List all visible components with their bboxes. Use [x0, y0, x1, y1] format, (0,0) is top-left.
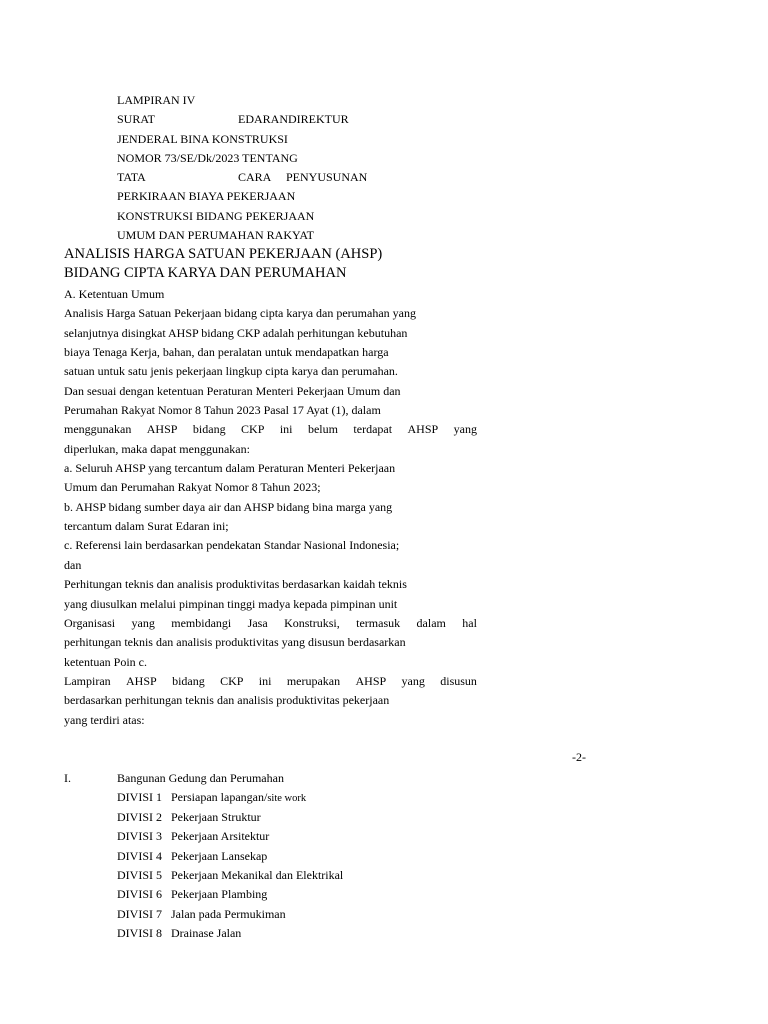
division-code: DIVISI 8: [117, 926, 162, 941]
division-name: Pekerjaan Lansekap: [171, 848, 268, 863]
paragraph-line: Perumahan Rakyat Nomor 8 Tahun 2023 Pasal 17 Ayat (1), dalam: [64, 403, 381, 418]
word: disusun: [440, 673, 477, 688]
word: belum: [307, 422, 338, 437]
header-word: EDARANDIREKTUR: [238, 112, 349, 127]
division-name: Pekerjaan Arsitektur: [171, 829, 270, 844]
list-item-c-line: dan: [64, 557, 82, 572]
header-word: PEKERJAAN: [226, 189, 296, 204]
division-name-text: Persiapan lapangan/: [171, 790, 268, 805]
word: AHSP: [146, 422, 178, 437]
header-line: LAMPIRAN IV: [117, 93, 196, 107]
header-line: [117, 168, 368, 187]
division-name: Drainase Jalan: [171, 926, 242, 941]
header-line: [117, 187, 325, 206]
list-item-b-line: b. AHSP bidang sumber daya air dan AHSP bidang bina marga yang: [64, 499, 393, 514]
header-word: BIAYA: [188, 189, 224, 204]
list-item-a-line: a. Seluruh AHSP yang tercantum dalam Peraturan Menteri Pekerjaan: [64, 461, 396, 476]
word: merupakan: [286, 673, 341, 688]
word: bidang: [192, 422, 226, 437]
list-item-a-line: Umum dan Perumahan Rakyat Nomor 8 Tahun 2023;: [64, 480, 321, 495]
paragraph-line-justified: [64, 614, 477, 633]
word: Konstruksi,: [284, 615, 340, 630]
paragraph-line: Dan sesuai dengan ketentuan Peraturan Menteri Pekerjaan Umum dan: [64, 383, 401, 398]
header-word: BINA: [180, 131, 209, 146]
header-line: [117, 130, 322, 149]
division-name: Pekerjaan Mekanikal dan Elektrikal: [171, 867, 344, 882]
division-name: [171, 788, 306, 808]
header-line: KONSTRUKSI BIDANG PEKERJAAN: [117, 208, 315, 223]
word: CKP: [241, 422, 265, 437]
word: dalam: [416, 615, 446, 630]
division-code: DIVISI 5: [117, 867, 162, 882]
paragraph-line: satuan untuk satu jenis pekerjaan lingkup cipta karya dan perumahan.: [64, 364, 398, 379]
paragraph-line: Perhitungan teknis dan analisis produktivitas berdasarkan kaidah teknis: [64, 577, 407, 592]
page-number: -2-: [572, 750, 586, 764]
header-word: CARA: [238, 170, 272, 185]
paragraph-line: perhitungan teknis dan analisis produktivitas yang disusun berdasarkan: [64, 635, 406, 650]
header-word: JENDERAL: [117, 131, 178, 146]
list-heading: Bangunan Gedung dan Perumahan: [117, 771, 284, 785]
header-line: UMUM DAN PERUMAHAN RAKYAT: [117, 228, 315, 243]
body-text: [64, 285, 477, 730]
paragraph-line: berdasarkan perhitungan teknis dan analisis produktivitas pekerjaan: [64, 693, 390, 708]
word: Organisasi: [64, 615, 116, 630]
division-code: DIVISI 1: [117, 790, 162, 805]
word: yang: [131, 615, 155, 630]
paragraph-line: diperlukan, maka dapat menggunakan:: [64, 441, 250, 456]
document-title-line2: BIDANG CIPTA KARYA DAN PERUMAHAN: [64, 265, 347, 281]
header-word: KONSTRUKSI: [211, 131, 288, 146]
word: terdapat: [353, 422, 393, 437]
division-code: DIVISI 7: [117, 906, 162, 921]
division-code: DIVISI 6: [117, 887, 162, 902]
paragraph-line: ketentuan Poin c.: [64, 654, 147, 669]
header-line: NOMOR 73/SE/Dk/2023 TENTANG: [117, 150, 298, 165]
header-word: PERKIRAAN: [117, 189, 186, 204]
division-code: DIVISI 4: [117, 848, 162, 863]
header-word: TATA: [117, 170, 146, 185]
division-name: Pekerjaan Struktur: [171, 809, 261, 824]
word: Jasa: [247, 615, 268, 630]
header-word: PENYUSUNAN: [286, 170, 368, 185]
word: ini: [279, 422, 293, 437]
division-code: DIVISI 2: [117, 809, 162, 824]
division-code: DIVISI 3: [117, 829, 162, 844]
word: AHSP: [355, 673, 387, 688]
paragraph-line: yang terdiri atas:: [64, 712, 145, 727]
word: termasuk: [356, 615, 401, 630]
division-name: Jalan pada Permukiman: [171, 906, 286, 921]
paragraph-line-justified: [64, 420, 477, 439]
document-title-line1: ANALISIS HARGA SATUAN PEKERJAAN (AHSP): [64, 246, 383, 262]
word: yang: [453, 422, 477, 437]
division-name: Pekerjaan Plambing: [171, 887, 268, 902]
lampiran-header: [117, 91, 368, 245]
word: membidangi: [171, 615, 232, 630]
word: AHSP: [126, 673, 157, 688]
list-item-c-line: c. Referensi lain berdasarkan pendekatan Standar Nasional Indonesia;: [64, 538, 400, 553]
list-item-b-line: tercantum dalam Surat Edaran ini;: [64, 519, 229, 534]
word: ini: [258, 673, 272, 688]
division-name-extra: site work: [267, 793, 307, 805]
word: yang: [401, 673, 425, 688]
word: AHSP: [407, 422, 439, 437]
word: hal: [462, 615, 477, 630]
header-line: [117, 110, 349, 129]
paragraph-line-justified: [64, 672, 477, 691]
header-word: SURAT: [117, 112, 156, 127]
roman-numeral: I.: [64, 771, 71, 785]
word: bidang: [172, 673, 205, 688]
word: Lampiran: [64, 673, 111, 688]
paragraph-line: Analisis Harga Satuan Pekerjaan bidang cipta karya dan perumahan yang: [64, 306, 416, 321]
word: CKP: [220, 673, 244, 688]
section-heading: A. Ketentuan Umum: [64, 287, 165, 301]
paragraph-line: selanjutnya disingkat AHSP bidang CKP adalah perhitungan kebutuhan: [64, 325, 408, 340]
paragraph-line: biaya Tenaga Kerja, bahan, dan peralatan untuk mendapatkan harga: [64, 345, 389, 360]
paragraph-line: yang diusulkan melalui pimpinan tinggi madya kepada pimpinan unit: [64, 596, 398, 611]
word: menggunakan: [64, 422, 132, 437]
